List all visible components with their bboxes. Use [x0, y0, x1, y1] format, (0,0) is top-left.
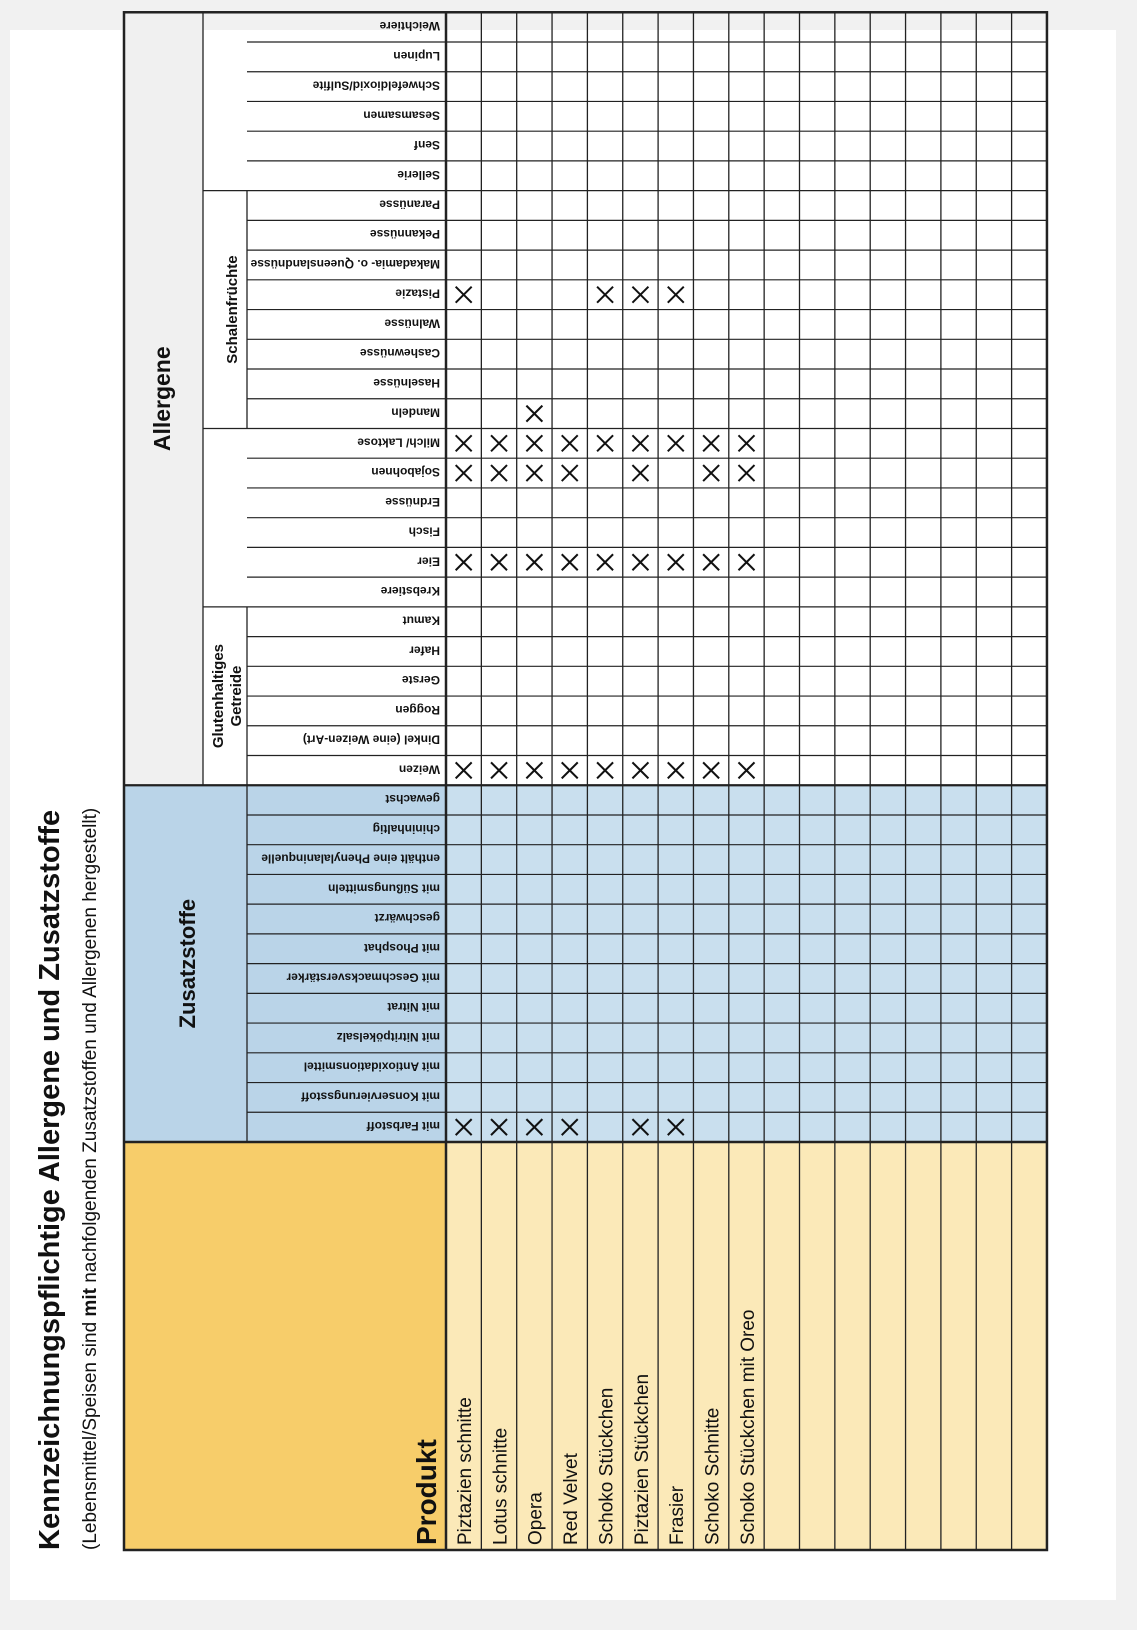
- column-label: Schwefeldioxid/Sulfite: [312, 78, 440, 93]
- column-label: mit Süßungsmitteln: [328, 881, 440, 896]
- column-label: Weichtiere: [379, 19, 440, 34]
- check-mark-x: [632, 465, 648, 481]
- product-name: Opera: [525, 1492, 547, 1545]
- check-mark-x: [456, 554, 472, 570]
- check-mark-x: [597, 287, 613, 303]
- check-mark-x: [456, 287, 472, 303]
- check-mark-x: [632, 554, 648, 570]
- column-label: Erdnüsse: [385, 494, 440, 509]
- check-mark-x: [738, 435, 754, 451]
- column-label: gewachst: [385, 792, 440, 807]
- check-mark-x: [491, 554, 507, 570]
- check-mark-x: [597, 762, 613, 778]
- check-mark-x: [456, 435, 472, 451]
- column-label: Hafer: [409, 643, 440, 658]
- column-label: Sellerie: [397, 167, 440, 182]
- column-label: mit Farbstoff: [366, 1119, 440, 1134]
- column-label: geschwärzt: [374, 911, 440, 926]
- product-name: Lotus schnitte: [490, 1427, 512, 1545]
- column-label: Senf: [413, 138, 440, 153]
- check-mark-x: [668, 762, 684, 778]
- rotated-table-page: [10, 19, 1137, 1630]
- check-mark-x: [703, 465, 719, 481]
- column-label: mit Antioxidationsmittel: [303, 1059, 440, 1074]
- check-mark-x: [703, 762, 719, 778]
- column-label: Lupinen: [393, 48, 440, 63]
- column-label: mit Konservierungsstoff: [301, 1089, 440, 1104]
- page-title: Kennzeichnungspflichtige Allergene und Zusatzstoffe: [34, 809, 66, 1550]
- check-mark-x: [668, 435, 684, 451]
- column-label: Fisch: [408, 524, 440, 539]
- check-mark-x: [456, 762, 472, 778]
- check-mark-x: [562, 762, 578, 778]
- check-mark-x: [526, 435, 542, 451]
- column-label: chininhaltig: [372, 821, 440, 836]
- column-label: mit Geschmacksverstärker: [286, 970, 440, 985]
- allergene-header: Allergene: [149, 346, 175, 452]
- check-mark-x: [632, 287, 648, 303]
- check-mark-x: [562, 465, 578, 481]
- check-mark-x: [703, 554, 719, 570]
- product-name: Schoko Schnitte: [702, 1407, 724, 1545]
- column-label: Haselnüsse: [373, 375, 440, 390]
- column-label: Milch/ Laktose: [357, 435, 440, 450]
- glutenhaltiges-header-line2: Getreide: [228, 665, 245, 727]
- check-mark-x: [491, 465, 507, 481]
- column-label: Krebstiere: [380, 583, 440, 598]
- column-label: enthält eine Phenylalaninquelle: [261, 851, 440, 866]
- check-mark-x: [738, 554, 754, 570]
- check-mark-x: [456, 465, 472, 481]
- schalenfruechte-header: Schalenfrüchte: [224, 255, 241, 364]
- column-label: Mandeln: [391, 405, 440, 420]
- zusatzstoffe-header: Zusatzstoffe: [175, 898, 200, 1029]
- product-name: Piztazien Stückchen: [631, 1373, 653, 1545]
- check-mark-x: [491, 435, 507, 451]
- column-label: mit Nitrat: [387, 1000, 440, 1015]
- product-name: Red Velvet: [561, 1453, 583, 1545]
- check-mark-x: [562, 435, 578, 451]
- column-label: Walnüsse: [384, 316, 440, 331]
- check-mark-x: [597, 435, 613, 451]
- column-label: Makadamia- o. Queenslandnüsse: [250, 256, 440, 271]
- allergen-table: [10, 19, 1137, 1630]
- check-mark-x: [632, 762, 648, 778]
- subtitle-before: (Lebensmittel/Speisen sind: [80, 1316, 101, 1550]
- check-mark-x: [632, 435, 648, 451]
- check-mark-x: [738, 465, 754, 481]
- column-label: Roggen: [395, 702, 440, 717]
- check-mark-x: [526, 465, 542, 481]
- check-mark-x: [703, 435, 719, 451]
- column-label: mit Nitritpökelsalz: [336, 1029, 440, 1044]
- subtitle-after: nachfolgenden Zusatzstoffen und Allergenen hergestellt): [80, 807, 101, 1289]
- product-header-bg: [124, 1142, 446, 1550]
- check-mark-x: [526, 762, 542, 778]
- column-label: Pistazie: [395, 286, 440, 301]
- check-mark-x: [738, 762, 754, 778]
- column-label: Gerste: [401, 673, 440, 688]
- subtitle-bold: mit: [80, 1288, 101, 1317]
- product-header: Produkt: [411, 1439, 442, 1545]
- column-label: Sojabohnen: [371, 465, 440, 480]
- column-label: Dinkel (eine Weizen-Art): [302, 732, 440, 747]
- check-mark-x: [668, 554, 684, 570]
- document-sheet: [10, 19, 1116, 1600]
- product-name: Schoko Stückchen: [596, 1387, 618, 1545]
- product-name: Frasier: [667, 1485, 689, 1545]
- check-mark-x: [491, 762, 507, 778]
- product-name: Schoko Stückchen mit Oreo: [737, 1309, 759, 1545]
- check-mark-x: [668, 287, 684, 303]
- glutenhaltiges-header-line1: Glutenhaltiges: [210, 643, 227, 749]
- column-label: mit Phosphat: [363, 940, 440, 955]
- check-mark-x: [562, 554, 578, 570]
- column-label: Kamut: [402, 613, 440, 628]
- check-mark-x: [597, 554, 613, 570]
- column-label: Eier: [417, 554, 440, 569]
- column-label: Paranüsse: [379, 197, 440, 212]
- check-mark-x: [526, 554, 542, 570]
- check-mark-x: [526, 406, 542, 422]
- column-label: Weizen: [398, 762, 440, 777]
- product-name: Piztazien schnitte: [455, 1397, 476, 1545]
- column-label: Cashewnüsse: [359, 346, 440, 361]
- column-label: Sesamsamen: [363, 108, 440, 123]
- column-label: Pekannüsse: [369, 227, 440, 242]
